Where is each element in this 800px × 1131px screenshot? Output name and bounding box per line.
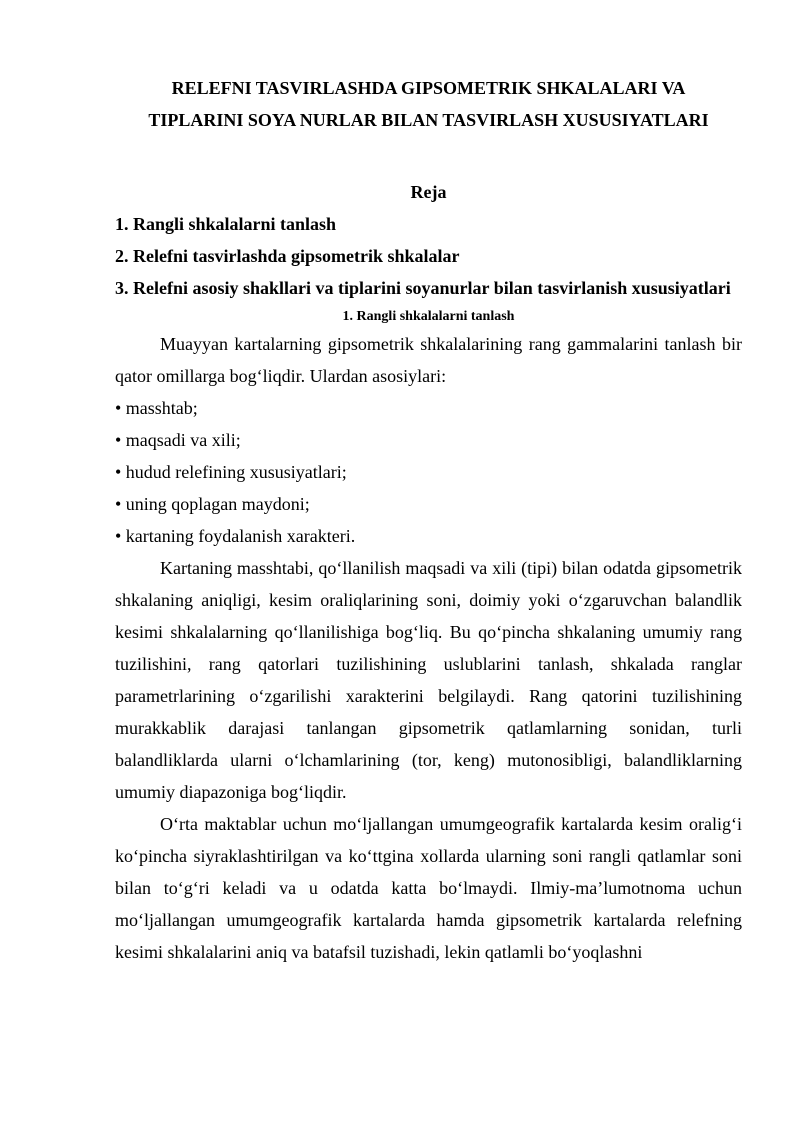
body-paragraph: Kartaning masshtabi, qo‘llanilish maqsadi va xili (tipi) bilan odatda gipsometrik shkalaning aniqligi, kesim oraliqlarining soni, doimiy yoki o‘zgaruvchan balandlik kesimi shkalalarning qo‘llanilishiga bog‘liq. Bu qo‘pincha shkalaning umumiy rang tuzilishini, rang qatorlari tuzilishining uslublarini tanlash, shkalada ranglar parametrlarining o‘zgarilishi xarakterini belgilaydi. Rang qatorini tuzilishining murakkablik darajasi tanlangan gipsometrik qatlamlarning sonidan, turli balandliklarda ularni o‘lchamlarining (tor, keng) mutonosibligi, balandliklarning umumiy diapazoniga bog‘liqdir. — [115, 558, 742, 802]
plan-heading: Reja — [410, 182, 447, 202]
body-paragraph: O‘rta maktablar uchun mo‘ljallangan umumgeografik kartalarda kesim oralig‘i ko‘pincha siyraklashtirilgan va ko‘ttgina xollarda ularning soni rangli qatlamlar soni bilan to‘g‘ri keladi va u odatda katta bo‘lmaydi. Ilmiy-ma’lumotnoma uchun mo‘ljallangan umumgeografik kartalarda hamda gipsometrik kartalarda relefning kesimi shkalalarini aniq va batafsil tuzishadi, lekin qatlamli bo‘yoqlashni — [115, 814, 742, 962]
plan-item-3: 3. Relefni asosiy shakllari va tiplarini soyanurlar bilan tasvirlanish xususiyatlari — [115, 278, 731, 298]
intro-paragraph: Muayyan kartalarning gipsometrik shkalalarining rang gammalarini tanlash bir qator omillarga bog‘liqdir. Ulardan asosiylari: — [115, 334, 742, 386]
section-heading: 1. Rangli shkalalarni tanlash — [342, 309, 515, 324]
list-item: • masshtab; — [115, 398, 198, 418]
title-line-2: TIPLARINI SOYA NURLAR BILAN TASVIRLASH XUSUSIYATLARI — [148, 110, 709, 130]
list-item: • uning qoplagan maydoni; — [115, 494, 310, 514]
factor-list — [115, 392, 742, 552]
list-item: • kartaning foydalanish xarakteri. — [115, 526, 356, 546]
document-page — [115, 72, 742, 968]
list-item: • maqsadi va xili; — [115, 430, 241, 450]
list-item: • hudud relefining xususiyatlari; — [115, 462, 347, 482]
plan-item-1: 1. Rangli shkalalarni tanlash — [115, 214, 337, 234]
document-title — [115, 72, 742, 136]
plan-item-2: 2. Relefni tasvirlashda gipsometrik shkalalar — [115, 246, 460, 266]
title-line-1: RELEFNI TASVIRLASHDA GIPSOMETRIK SHKALALARI VA — [171, 78, 686, 98]
plan-list — [115, 208, 742, 304]
